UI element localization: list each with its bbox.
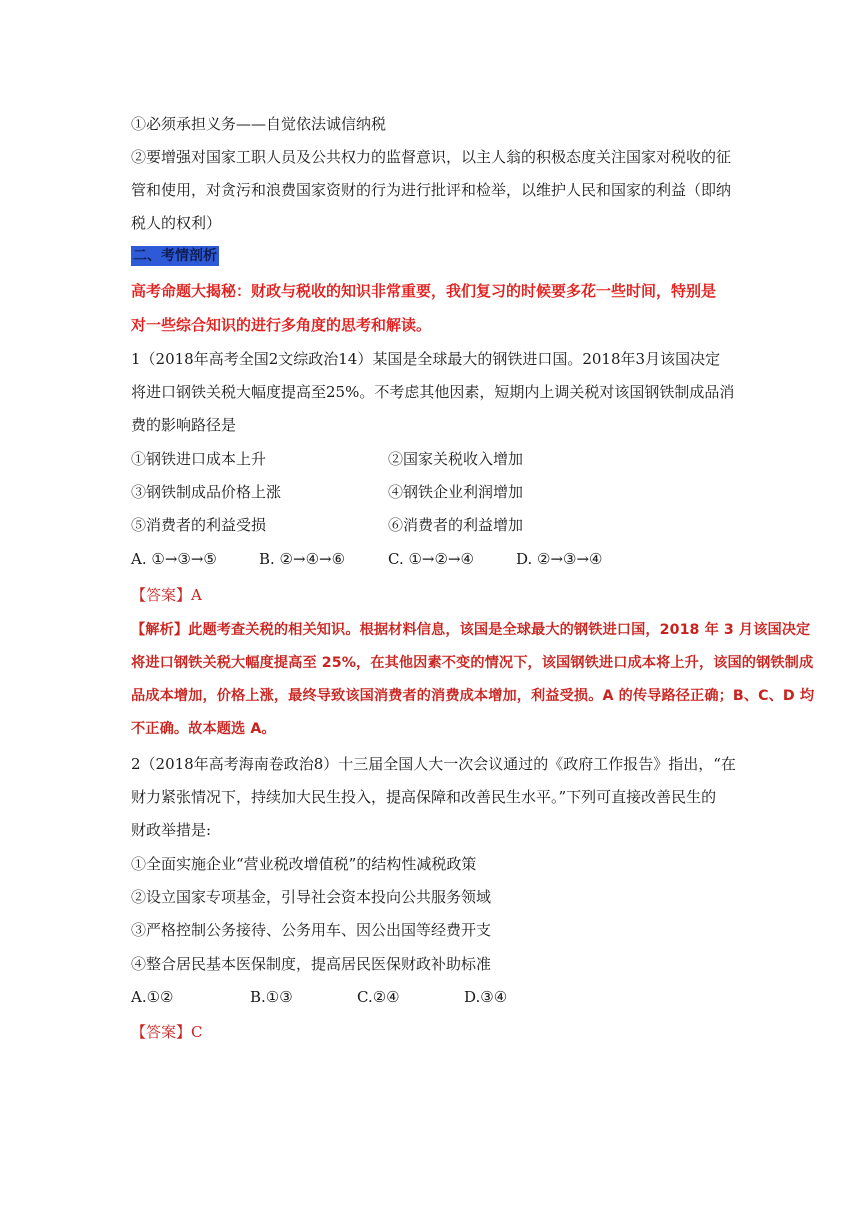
q1-option-c: C. ①→②→④ bbox=[388, 550, 474, 568]
q1-stem-line-1: 1（2018年高考全国2文综政治14）某国是全球最大的钢铁进口国。2018年3月该国决定 bbox=[131, 350, 721, 368]
q1-option-d: D. ②→③→④ bbox=[516, 550, 603, 568]
highlight-line-2: 对一些综合知识的进行多角度的思考和解读。 bbox=[131, 316, 432, 334]
q2-item-4: ④整合居民基本医保制度，提高居民医保财政补助标准 bbox=[131, 955, 492, 973]
q1-explain-line-3: 品成本增加，价格上涨，最终导致该国消费者的消费成本增加，利益受损。A 的传导路径正确；B、C、D 均 bbox=[131, 688, 815, 704]
q1-option-a: A. ①→③→⑤ bbox=[131, 550, 217, 568]
intro-line-3: 管和使用，对贪污和浪费国家资财的行为进行批评和检举，以维护人民和国家的利益（即纳 bbox=[131, 181, 732, 199]
q2-item-1: ①全面实施企业“营业税改增值税”的结构性减税政策 bbox=[131, 855, 477, 873]
q1-item-4: ④钢铁企业利润增加 bbox=[388, 483, 524, 501]
intro-line-2: ②要增强对国家工职人员及公共权力的监督意识，以主人翁的积极态度关注国家对税收的征 bbox=[131, 148, 732, 166]
q1-item-5: ⑤消费者的利益受损 bbox=[131, 516, 267, 534]
q2-answer: 【答案】C bbox=[131, 1023, 203, 1041]
q1-item-3: ③钢铁制成品价格上涨 bbox=[131, 483, 282, 501]
q1-answer: 【答案】A bbox=[131, 586, 202, 604]
intro-line-1: ①必须承担义务——自觉依法诚信纳税 bbox=[131, 115, 387, 133]
q1-option-b: B. ②→④→⑥ bbox=[259, 550, 346, 568]
q2-option-b: B.①③ bbox=[250, 988, 293, 1006]
q2-stem-line-2: 财力紧张情况下，持续加大民生投入，提高保障和改善民生水平。”下列可直接改善民生的 bbox=[131, 788, 717, 806]
q1-explain-line-4: 不正确。故本题选 A。 bbox=[131, 721, 276, 737]
highlight-line-1: 高考命题大揭秘：财政与税收的知识非常重要，我们复习的时候要多花一些时间，特别是 bbox=[131, 282, 717, 300]
q1-stem-line-3: 费的影响路径是 bbox=[131, 416, 237, 434]
q1-item-2: ②国家关税收入增加 bbox=[388, 450, 524, 468]
section-heading: 二、考情剖析 bbox=[133, 248, 217, 264]
q2-option-d: D.③④ bbox=[464, 988, 508, 1006]
q1-explain-line-2: 将进口钢铁关税大幅度提高至 25%，在其他因素不变的情况下，该国钢铁进口成本将上升，该国的钢铁制成 bbox=[131, 655, 814, 671]
q2-stem-line-1: 2（2018年高考海南卷政治8）十三届全国人大一次会议通过的《政府工作报告》指出，“在 bbox=[131, 755, 736, 773]
q2-stem-line-3: 财政举措是: bbox=[131, 821, 212, 839]
q1-item-1: ①钢铁进口成本上升 bbox=[131, 450, 267, 468]
q1-stem-line-2: 将进口钢铁关税大幅度提高至25%。不考虑其他因素，短期内上调关税对该国钢铁制成品消 bbox=[131, 383, 735, 401]
q2-item-2: ②设立国家专项基金，引导社会资本投向公共服务领域 bbox=[131, 888, 492, 906]
intro-line-4: 税人的权利） bbox=[131, 214, 222, 232]
q2-option-a: A.①② bbox=[131, 988, 174, 1006]
q2-item-3: ③严格控制公务接待、公务用车、因公出国等经费开支 bbox=[131, 921, 492, 939]
q1-item-6: ⑥消费者的利益增加 bbox=[388, 516, 524, 534]
q2-option-c: C.②④ bbox=[357, 988, 400, 1006]
q1-explain-line-1: 【解析】此题考查关税的相关知识。根据材料信息，该国是全球最大的钢铁进口国，2018 年 3 月该国决定 bbox=[131, 622, 811, 638]
